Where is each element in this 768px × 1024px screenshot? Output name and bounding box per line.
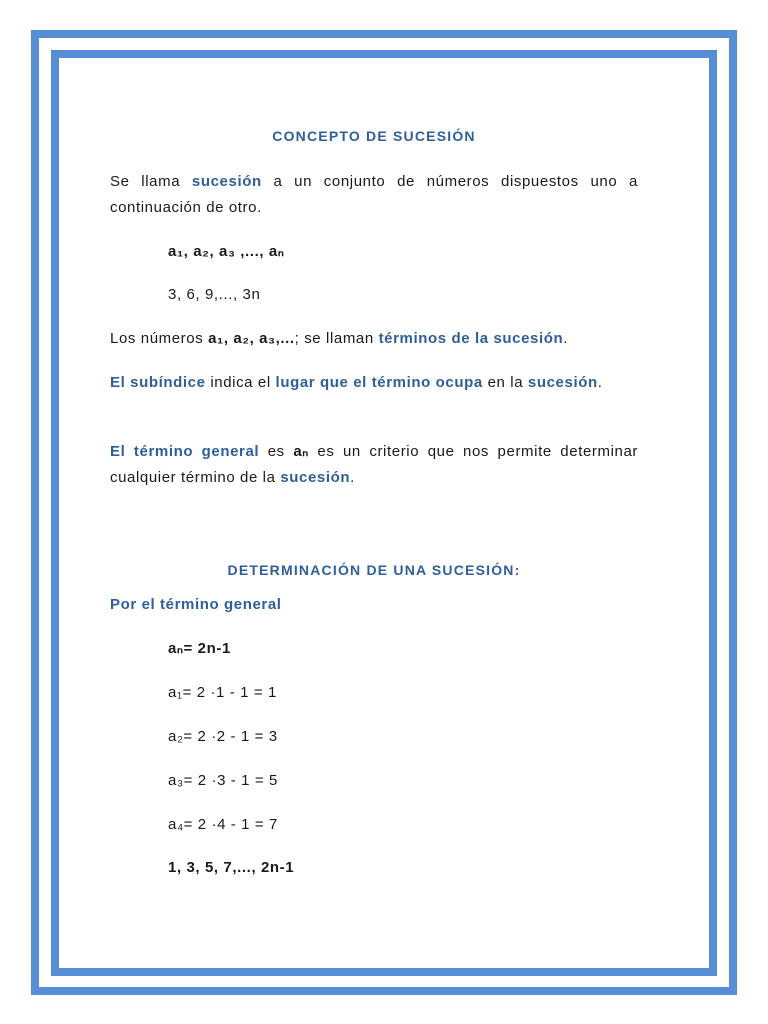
- general-term-paragraph: El término general es aₙ es un criterio que nos permite determinar cualquier término de la sucesión.: [110, 443, 639, 486]
- terms-paragraph: Los números a₁, a₂, a₃,...; se llaman términos de la sucesión.: [110, 330, 569, 347]
- formula: aₙ= 2n-1: [168, 640, 231, 657]
- term-lugar: lugar que el término ocupa: [275, 374, 483, 391]
- term-sucesion: sucesión: [191, 173, 262, 190]
- example-terms: a₁, a₂, a₃ ,..., aₙ: [168, 243, 285, 260]
- step-2: a₂= 2 ·2 - 1 = 3: [168, 728, 278, 745]
- section-heading-determinacion: DETERMINACIÓN DE UNA SUCESIÓN:: [227, 562, 521, 578]
- section-heading-concepto: CONCEPTO DE SUCESIÓN: [272, 128, 476, 144]
- term-sucesion-3: sucesión: [280, 469, 351, 486]
- term-terminos: términos de la sucesión: [378, 330, 564, 347]
- step-1: a₁= 2 ·1 - 1 = 1: [168, 684, 277, 701]
- term-subindice: El subíndice: [110, 374, 206, 391]
- subheading-termino-general: Por el término general: [110, 596, 282, 613]
- step-4: a₄= 2 ·4 - 1 = 7: [168, 816, 278, 833]
- definition-paragraph: Se llama sucesión a un conjunto de números dispuestos uno a continuación de otro.: [110, 173, 638, 216]
- sequence-result: 1, 3, 5, 7,..., 2n-1: [168, 859, 295, 876]
- step-3: a₃= 2 ·3 - 1 = 5: [168, 772, 278, 789]
- term-termino-general: El término general: [110, 443, 260, 460]
- example-numbers: 3, 6, 9,..., 3n: [168, 286, 261, 303]
- subindex-paragraph: El subíndice indica el lugar que el término ocupa en la sucesión.: [110, 374, 603, 391]
- term-sucesion-2: sucesión: [527, 374, 598, 391]
